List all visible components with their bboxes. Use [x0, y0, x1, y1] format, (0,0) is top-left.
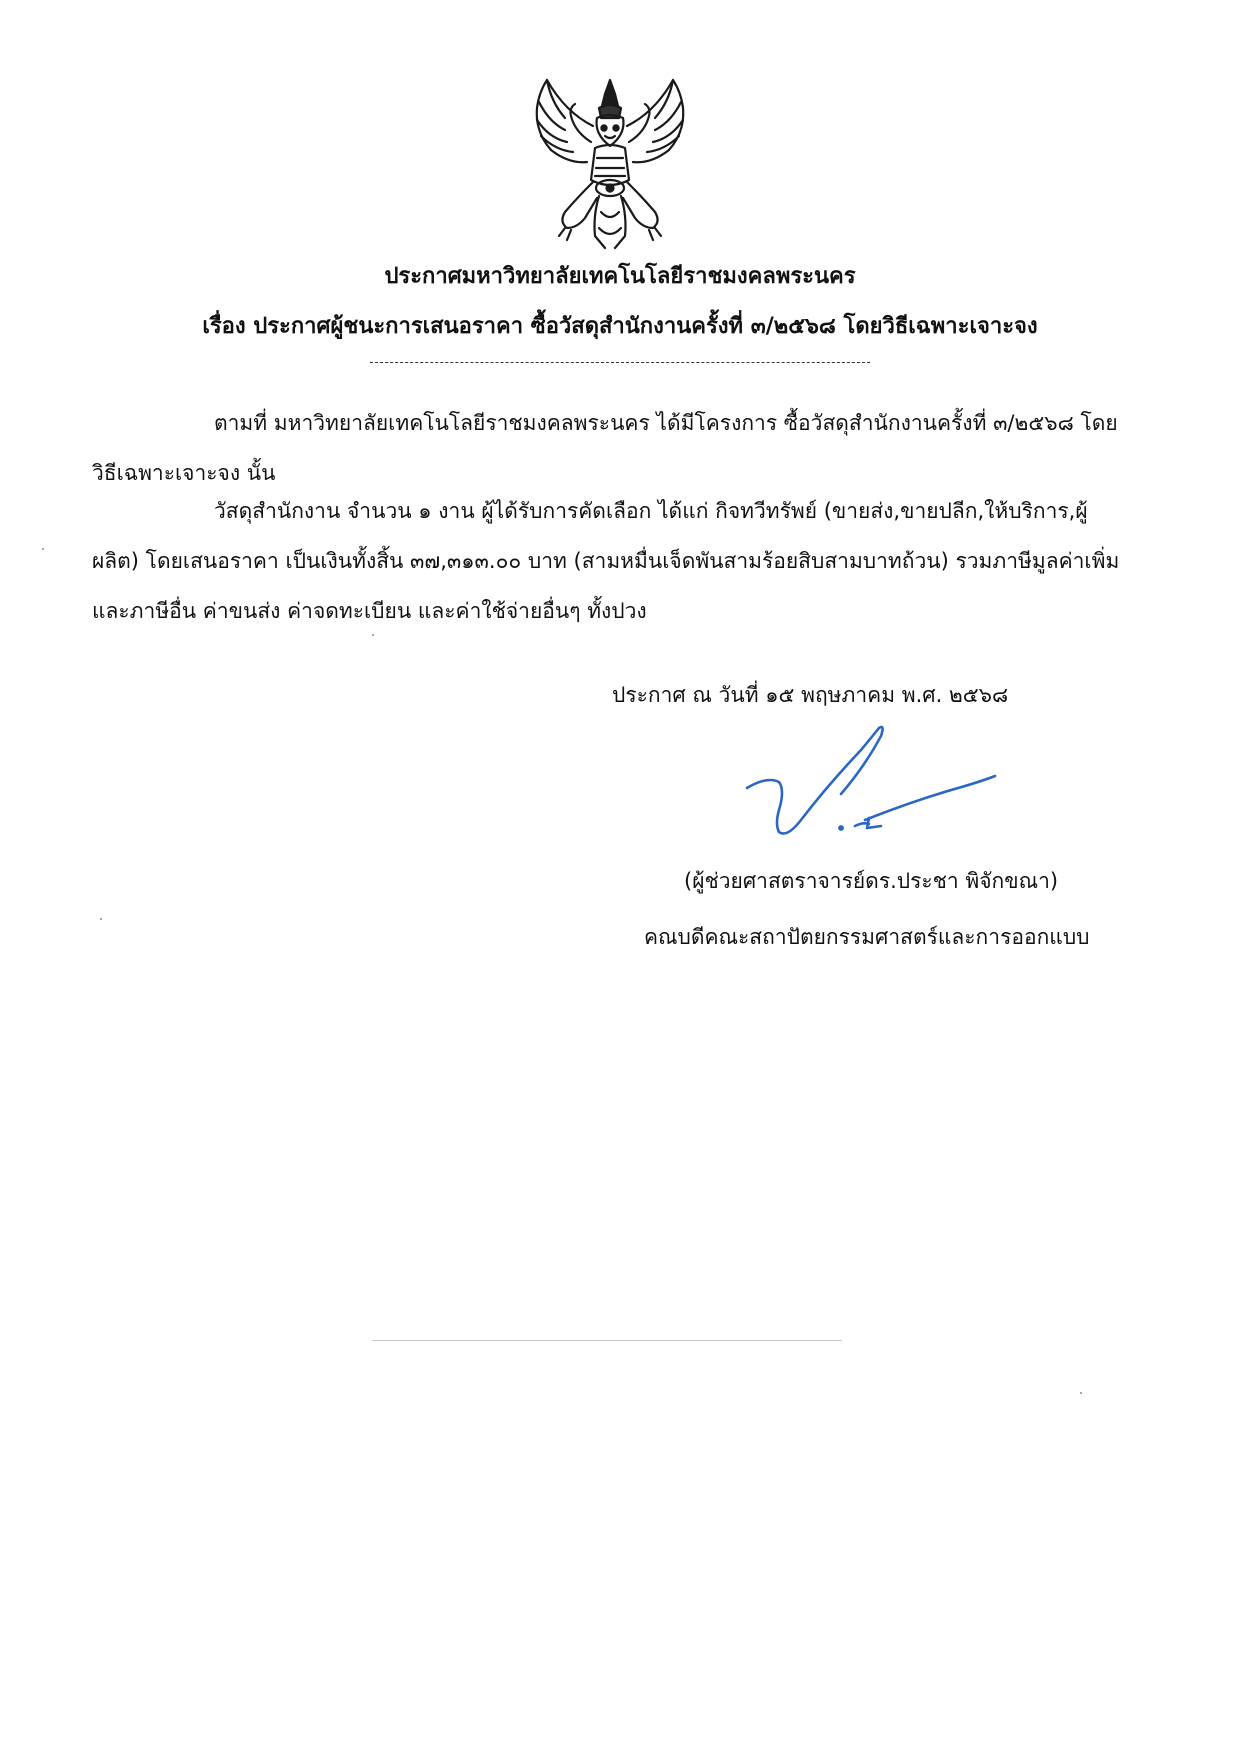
scan-speck: [1080, 1392, 1082, 1394]
footer-rule: [372, 1340, 842, 1341]
body-paragraph-1: ตามที่ มหาวิทยาลัยเทคโนโลยีราชมงคลพระนคร ได้มีโครงการ ซื้อวัสดุสำนักงานครั้งที่ ๓/๒๕๖๘ โดยวิธีเฉพาะเจาะจง นั้น: [92, 411, 1118, 485]
scan-speck: [42, 548, 44, 550]
announcement-title: ประกาศมหาวิทยาลัยเทคโนโลยีราชมงคลพระนคร: [384, 264, 856, 289]
scan-speck: [372, 634, 374, 636]
announcement-subject: เรื่อง ประกาศผู้ชนะการเสนอราคา ซื้อวัสดุสำนักงานครั้งที่ ๓/๒๕๖๘ โดยวิธีเฉพาะเจาะจง: [202, 314, 1038, 339]
announcement-date: ประกาศ ณ วันที่ ๑๕ พฤษภาคม พ.ศ. ๒๕๖๘: [612, 683, 1009, 707]
body-paragraph-2: วัสดุสำนักงาน จำนวน ๑ งาน ผู้ได้รับการคัดเลือก ได้แก่ กิจทวีทรัพย์ (ขายส่ง,ขายปลีก,ให้บริการ,ผู้ผลิต) โดยเสนอราคา เป็นเงินทั้งสิ้น ๓๗,๓๑๓.๐๐ บาท (สามหมื่นเจ็ดพันสามร้อยสิบสามบาทถ้วน) รวมภาษีมูลค่าเพิ่มและภาษีอื่น ค่าขนส่ง ค่าจดทะเบียน และค่าใช้จ่ายอื่นๆ ทั้งปวง: [92, 499, 1120, 623]
separator-line: [370, 362, 870, 363]
scan-speck: [100, 918, 102, 920]
signer-name: (ผู้ช่วยศาสตราจารย์ดร.ประชา พิจักขณา): [684, 869, 1059, 893]
signer-position: คณบดีคณะสถาปัตยกรรมศาสตร์และการออกแบบ: [644, 925, 1090, 949]
garuda-emblem-icon: [525, 72, 695, 252]
handwritten-signature: [745, 722, 1005, 847]
